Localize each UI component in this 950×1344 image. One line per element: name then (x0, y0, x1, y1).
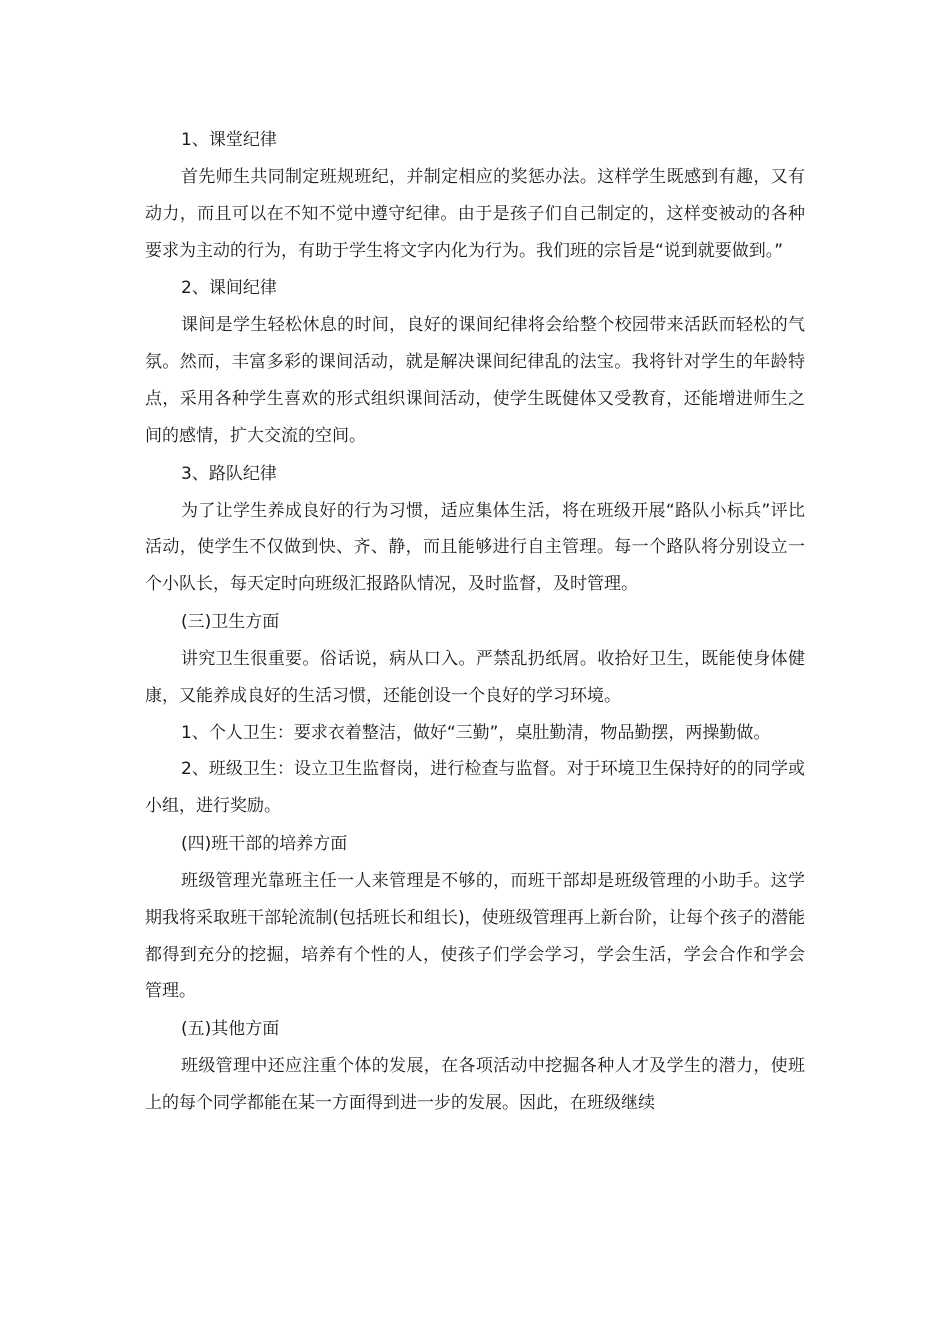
document-body (145, 121, 805, 1122)
section-heading-class-cadres: (四)班干部的培养方面 (181, 833, 348, 854)
section-heading-recess-discipline: 2、课间纪律 (181, 278, 277, 299)
paragraph-personal-hygiene: 1、个人卫生：要求衣着整洁，做好“三勤”，桌肚勤清，物品勤摆，两操勤做。 (181, 722, 771, 743)
paragraph-recess-discipline: 课间是学生轻松休息的时间，良好的课间纪律将会给整个校园带来活跃而轻松的气氛。然而，丰富多彩的课间活动，就是解决课间纪律乱的法宝。我将针对学生的年龄特点，采用各种学生喜欢的形式组织课间活动，使学生既健体又受教育，还能增进师生之间的感情，扩大交流的空间。 (145, 315, 805, 446)
paragraph-class-cadres: 班级管理光靠班主任一人来管理是不够的，而班干部却是班级管理的小助手。这学期我将采取班干部轮流制(包括班长和组长)，使班级管理再上新台阶，让每个孩子的潜能都得到充分的挖掘，培养有个性的人，使孩子们学会学习，学会生活，学会合作和学会管理。 (145, 870, 805, 1002)
section-heading-classroom-discipline: 1、课堂纪律 (181, 130, 277, 150)
paragraph-class-hygiene: 2、班级卫生：设立卫生监督岗，进行检查与监督。对于环境卫生保持好的的同学或小组，进行奖励。 (145, 759, 805, 817)
section-heading-line-discipline: 3、路队纪律 (181, 463, 277, 484)
section-heading-hygiene: (三)卫生方面 (181, 611, 280, 632)
paragraph-hygiene-intro: 讲究卫生很重要。俗话说，病从口入。严禁乱扔纸屑。收拾好卫生，既能使身体健康，又能养成良好的生活习惯，还能创设一个良好的学习环境。 (145, 648, 805, 706)
paragraph-line-discipline: 为了让学生养成良好的行为习惯，适应集体生活，将在班级开展“路队小标兵”评比活动，使学生不仅做到快、齐、静，而且能够进行自主管理。每一个路队将分别设立一个小队长，每天定时向班级汇报路队情况，及时监督，及时管理。 (145, 500, 805, 595)
paragraph-other: 班级管理中还应注重个体的发展，在各项活动中挖掘各种人才及学生的潜力，使班上的每个同学都能在某一方面得到进一步的发展。因此，在班级继续 (145, 1056, 805, 1113)
paragraph-classroom-discipline: 首先师生共同制定班规班纪，并制定相应的奖惩办法。这样学生既感到有趣，又有动力，而且可以在不知不觉中遵守纪律。由于是孩子们自己制定的，这样变被动的各种要求为主动的行为，有助于学生将文字内化为行为。我们班的宗旨是“说到就要做到。” (145, 167, 805, 261)
section-heading-other: (五)其他方面 (181, 1019, 280, 1040)
